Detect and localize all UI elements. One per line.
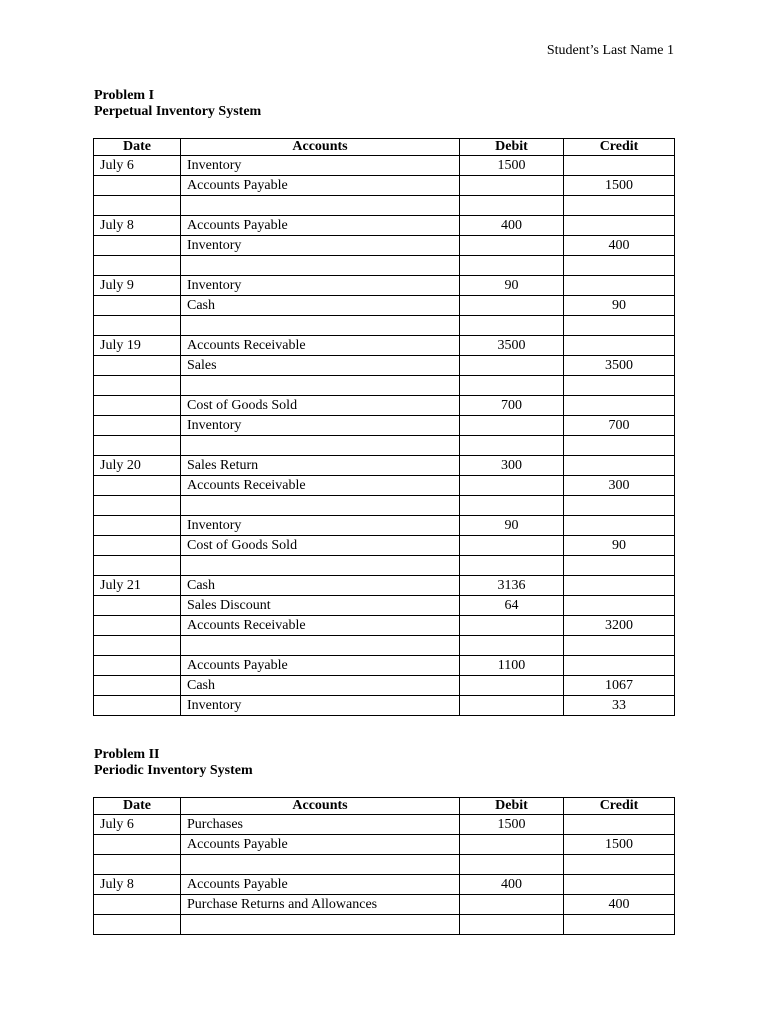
credit-cell bbox=[564, 496, 675, 516]
credit-cell bbox=[564, 156, 675, 176]
debit-cell bbox=[460, 176, 564, 196]
debit-cell: 400 bbox=[460, 875, 564, 895]
date-cell bbox=[94, 436, 181, 456]
header-debit: Debit bbox=[460, 139, 564, 156]
table-row bbox=[94, 436, 675, 456]
account-cell: Cost of Goods Sold bbox=[181, 536, 460, 556]
table-header-row bbox=[94, 798, 675, 815]
credit-cell bbox=[564, 456, 675, 476]
account-cell: Inventory bbox=[181, 156, 460, 176]
table-header-row bbox=[94, 139, 675, 156]
table-row bbox=[94, 516, 675, 536]
debit-cell bbox=[460, 636, 564, 656]
credit-cell bbox=[564, 376, 675, 396]
account-cell bbox=[181, 316, 460, 336]
debit-cell: 90 bbox=[460, 276, 564, 296]
account-cell: Cash bbox=[181, 576, 460, 596]
debit-cell bbox=[460, 196, 564, 216]
credit-cell bbox=[564, 576, 675, 596]
account-cell: Accounts Receivable bbox=[181, 336, 460, 356]
date-cell bbox=[94, 516, 181, 536]
table-row bbox=[94, 196, 675, 216]
account-cell: Inventory bbox=[181, 696, 460, 716]
date-cell bbox=[94, 556, 181, 576]
debit-cell: 1500 bbox=[460, 815, 564, 835]
credit-cell bbox=[564, 316, 675, 336]
debit-cell: 64 bbox=[460, 596, 564, 616]
date-cell bbox=[94, 696, 181, 716]
table-row bbox=[94, 216, 675, 236]
table-row bbox=[94, 316, 675, 336]
problem-1-heading bbox=[94, 88, 261, 120]
account-cell: Inventory bbox=[181, 416, 460, 436]
table-row bbox=[94, 336, 675, 356]
date-cell bbox=[94, 616, 181, 636]
credit-cell bbox=[564, 256, 675, 276]
credit-cell bbox=[564, 396, 675, 416]
debit-cell: 3500 bbox=[460, 336, 564, 356]
account-cell: Cash bbox=[181, 676, 460, 696]
table-row bbox=[94, 636, 675, 656]
date-cell bbox=[94, 596, 181, 616]
debit-cell bbox=[460, 616, 564, 636]
debit-cell bbox=[460, 256, 564, 276]
credit-cell bbox=[564, 436, 675, 456]
debit-cell bbox=[460, 356, 564, 376]
table-row bbox=[94, 536, 675, 556]
table-row bbox=[94, 835, 675, 855]
debit-cell: 400 bbox=[460, 216, 564, 236]
account-cell: Cash bbox=[181, 296, 460, 316]
table-row bbox=[94, 696, 675, 716]
date-cell bbox=[94, 835, 181, 855]
date-cell: July 8 bbox=[94, 216, 181, 236]
credit-cell bbox=[564, 815, 675, 835]
table-row bbox=[94, 616, 675, 636]
account-cell bbox=[181, 855, 460, 875]
credit-cell: 400 bbox=[564, 236, 675, 256]
date-cell: July 20 bbox=[94, 456, 181, 476]
header-credit: Credit bbox=[564, 798, 675, 815]
credit-cell bbox=[564, 276, 675, 296]
date-cell bbox=[94, 396, 181, 416]
table-row bbox=[94, 376, 675, 396]
debit-cell: 90 bbox=[460, 516, 564, 536]
account-cell: Sales Discount bbox=[181, 596, 460, 616]
account-cell: Inventory bbox=[181, 276, 460, 296]
date-cell bbox=[94, 416, 181, 436]
table-row bbox=[94, 895, 675, 915]
credit-cell bbox=[564, 216, 675, 236]
account-cell: Inventory bbox=[181, 516, 460, 536]
date-cell bbox=[94, 176, 181, 196]
header-date: Date bbox=[94, 798, 181, 815]
credit-cell bbox=[564, 855, 675, 875]
account-cell: Accounts Receivable bbox=[181, 476, 460, 496]
date-cell bbox=[94, 676, 181, 696]
account-cell bbox=[181, 256, 460, 276]
debit-cell bbox=[460, 696, 564, 716]
account-cell bbox=[181, 376, 460, 396]
credit-cell: 3500 bbox=[564, 356, 675, 376]
debit-cell bbox=[460, 835, 564, 855]
table-row bbox=[94, 456, 675, 476]
date-cell: July 21 bbox=[94, 576, 181, 596]
account-cell: Accounts Payable bbox=[181, 835, 460, 855]
account-cell: Cost of Goods Sold bbox=[181, 396, 460, 416]
date-cell: July 9 bbox=[94, 276, 181, 296]
debit-cell bbox=[460, 496, 564, 516]
account-cell: Accounts Payable bbox=[181, 875, 460, 895]
credit-cell: 400 bbox=[564, 895, 675, 915]
debit-cell bbox=[460, 316, 564, 336]
table-row bbox=[94, 676, 675, 696]
date-cell bbox=[94, 256, 181, 276]
credit-cell: 3200 bbox=[564, 616, 675, 636]
debit-cell: 1500 bbox=[460, 156, 564, 176]
account-cell bbox=[181, 915, 460, 935]
date-cell bbox=[94, 356, 181, 376]
account-cell: Sales Return bbox=[181, 456, 460, 476]
account-cell bbox=[181, 556, 460, 576]
account-cell bbox=[181, 496, 460, 516]
account-cell bbox=[181, 196, 460, 216]
journal-table-problem-2 bbox=[93, 797, 675, 935]
header-accounts: Accounts bbox=[181, 798, 460, 815]
debit-cell bbox=[460, 416, 564, 436]
header-date: Date bbox=[94, 139, 181, 156]
table-row bbox=[94, 556, 675, 576]
date-cell bbox=[94, 895, 181, 915]
account-cell bbox=[181, 436, 460, 456]
table-row bbox=[94, 496, 675, 516]
account-cell: Accounts Receivable bbox=[181, 616, 460, 636]
date-cell bbox=[94, 915, 181, 935]
table-row bbox=[94, 855, 675, 875]
date-cell: July 8 bbox=[94, 875, 181, 895]
table-row bbox=[94, 875, 675, 895]
table-row bbox=[94, 416, 675, 436]
credit-cell bbox=[564, 196, 675, 216]
credit-cell bbox=[564, 915, 675, 935]
debit-cell bbox=[460, 556, 564, 576]
date-cell bbox=[94, 236, 181, 256]
header-accounts: Accounts bbox=[181, 139, 460, 156]
credit-cell: 1500 bbox=[564, 835, 675, 855]
credit-cell: 700 bbox=[564, 416, 675, 436]
credit-cell bbox=[564, 336, 675, 356]
account-cell: Purchases bbox=[181, 815, 460, 835]
date-cell bbox=[94, 855, 181, 875]
table-row bbox=[94, 296, 675, 316]
debit-cell: 3136 bbox=[460, 576, 564, 596]
credit-cell bbox=[564, 556, 675, 576]
date-cell bbox=[94, 376, 181, 396]
table-row bbox=[94, 476, 675, 496]
table-row bbox=[94, 276, 675, 296]
credit-cell: 90 bbox=[564, 536, 675, 556]
date-cell bbox=[94, 476, 181, 496]
debit-cell bbox=[460, 915, 564, 935]
table-row bbox=[94, 236, 675, 256]
header-debit: Debit bbox=[460, 798, 564, 815]
page-header: Student’s Last Name 1 bbox=[546, 43, 674, 58]
table-row bbox=[94, 815, 675, 835]
debit-cell: 1100 bbox=[460, 656, 564, 676]
table-row bbox=[94, 176, 675, 196]
journal-table-problem-1 bbox=[93, 138, 675, 716]
credit-cell bbox=[564, 636, 675, 656]
credit-cell: 1500 bbox=[564, 176, 675, 196]
problem-2-title: Problem II bbox=[94, 747, 160, 762]
table-row bbox=[94, 156, 675, 176]
problem-1-title: Problem I bbox=[94, 88, 155, 103]
problem-1-subtitle: Perpetual Inventory System bbox=[94, 104, 262, 119]
account-cell: Accounts Payable bbox=[181, 216, 460, 236]
account-cell: Accounts Payable bbox=[181, 176, 460, 196]
table-row bbox=[94, 256, 675, 276]
debit-cell bbox=[460, 376, 564, 396]
credit-cell: 1067 bbox=[564, 676, 675, 696]
credit-cell: 90 bbox=[564, 296, 675, 316]
debit-cell: 300 bbox=[460, 456, 564, 476]
account-cell: Inventory bbox=[181, 236, 460, 256]
date-cell: July 6 bbox=[94, 156, 181, 176]
credit-cell bbox=[564, 875, 675, 895]
date-cell bbox=[94, 296, 181, 316]
date-cell: July 6 bbox=[94, 815, 181, 835]
date-cell bbox=[94, 636, 181, 656]
credit-cell bbox=[564, 656, 675, 676]
date-cell bbox=[94, 196, 181, 216]
account-cell: Sales bbox=[181, 356, 460, 376]
debit-cell bbox=[460, 236, 564, 256]
date-cell bbox=[94, 316, 181, 336]
problem-2-subtitle: Periodic Inventory System bbox=[94, 763, 253, 778]
debit-cell bbox=[460, 855, 564, 875]
date-cell bbox=[94, 496, 181, 516]
debit-cell bbox=[460, 296, 564, 316]
table-row bbox=[94, 915, 675, 935]
account-cell bbox=[181, 636, 460, 656]
date-cell bbox=[94, 656, 181, 676]
debit-cell bbox=[460, 536, 564, 556]
account-cell: Purchase Returns and Allowances bbox=[181, 895, 460, 915]
debit-cell bbox=[460, 895, 564, 915]
date-cell: July 19 bbox=[94, 336, 181, 356]
debit-cell bbox=[460, 676, 564, 696]
debit-cell: 700 bbox=[460, 396, 564, 416]
table-row bbox=[94, 596, 675, 616]
credit-cell: 33 bbox=[564, 696, 675, 716]
credit-cell: 300 bbox=[564, 476, 675, 496]
table-row bbox=[94, 576, 675, 596]
table-row bbox=[94, 396, 675, 416]
account-cell: Accounts Payable bbox=[181, 656, 460, 676]
credit-cell bbox=[564, 596, 675, 616]
credit-cell bbox=[564, 516, 675, 536]
table-row bbox=[94, 656, 675, 676]
table-row bbox=[94, 356, 675, 376]
debit-cell bbox=[460, 436, 564, 456]
problem-2-heading bbox=[94, 747, 253, 779]
header-credit: Credit bbox=[564, 139, 675, 156]
date-cell bbox=[94, 536, 181, 556]
debit-cell bbox=[460, 476, 564, 496]
